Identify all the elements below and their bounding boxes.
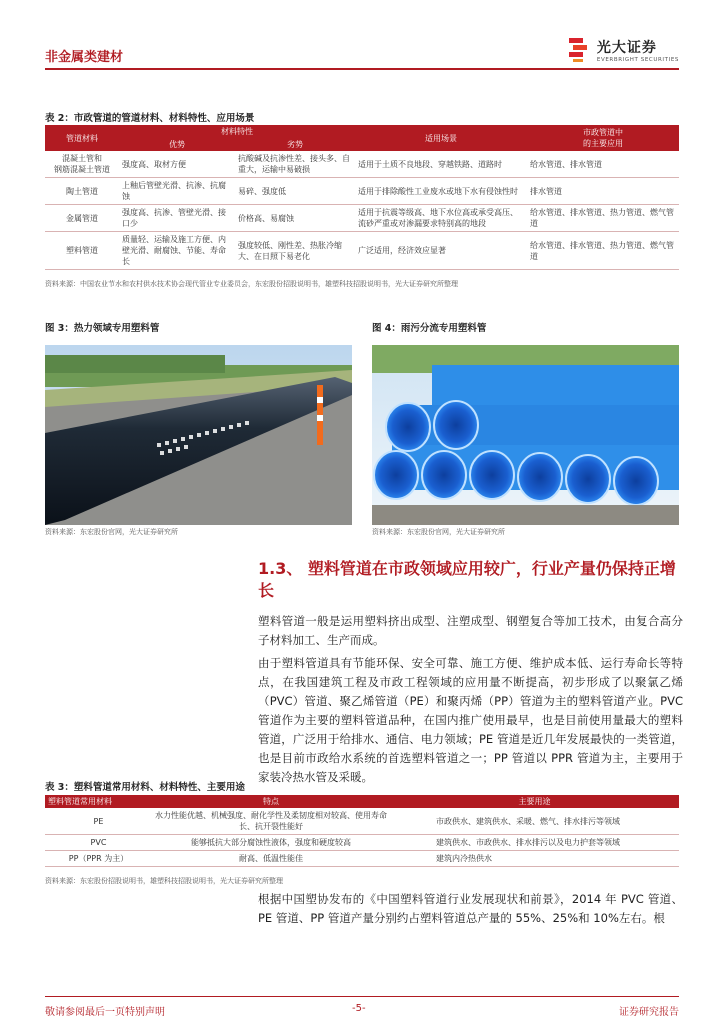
table3-cell-material: PE bbox=[45, 808, 152, 835]
everbright-logo-icon bbox=[569, 38, 591, 62]
table2-cell-use: 给水管道、排水管道、热力管道、燃气管道 bbox=[527, 205, 679, 232]
table2-source: 资料来源：中国农业节水和农村供水技术协会现代管业专业委员会，东宏股份招股说明书，雄塑科技招股说明书，光大证券研究所整理 bbox=[45, 280, 458, 288]
brand-logo bbox=[569, 37, 679, 63]
table3-header-props: 特点 bbox=[152, 795, 390, 808]
table3-header-use: 主要用途 bbox=[390, 795, 679, 808]
table2 bbox=[45, 125, 679, 270]
table-row bbox=[45, 835, 679, 851]
table-row bbox=[45, 851, 679, 867]
header-divider bbox=[45, 68, 679, 70]
table3-header-material: 塑料管道常用材料 bbox=[45, 795, 152, 808]
table2-cell-use: 给水管道、排水管道 bbox=[527, 151, 679, 178]
table3-cell-use: 建筑供水、市政供水、排水排污以及电力护套等领域 bbox=[390, 835, 679, 851]
section-title: 1.3、 塑料管道在市政领域应用较广，行业产量仍保持正增长 bbox=[258, 559, 676, 600]
table3-cell-material: PP（PPR 为主） bbox=[45, 851, 152, 867]
table3 bbox=[45, 795, 679, 867]
table2-cell-cons: 易碎、强度低 bbox=[235, 178, 355, 205]
table2-cell-pros: 质量轻、运输及施工方便、内壁光滑、耐腐蚀、节能、寿命长 bbox=[119, 232, 235, 270]
footer-divider bbox=[45, 996, 679, 997]
table3-caption: 表 3：塑料管道常用材料、材料特性、主要用途 bbox=[45, 782, 245, 793]
table3-cell-props: 耐高、低温性能佳 bbox=[152, 851, 390, 867]
table2-header-props: 材料特性 bbox=[119, 125, 355, 138]
table2-cell-material: 塑料管道 bbox=[45, 232, 119, 270]
table2-caption: 表 2：市政管道的管道材料、材料特性、应用场景 bbox=[45, 113, 255, 124]
table3-cell-props: 水力性能优越、机械强度、耐化学性及柔韧度相对较高、使用寿命长、抗开裂性能好 bbox=[152, 808, 390, 835]
footer-report-type: 证券研究报告 bbox=[619, 1007, 679, 1018]
fig4-source: 资料来源：东宏股份官网，光大证券研究所 bbox=[372, 528, 505, 536]
table-row bbox=[45, 808, 679, 835]
table3-cell-use: 建筑内冷热供水 bbox=[390, 851, 679, 867]
table-row bbox=[45, 151, 679, 178]
table2-cell-use: 排水管道 bbox=[527, 178, 679, 205]
table2-header-scene: 适用场景 bbox=[355, 125, 527, 151]
table3-cell-use: 市政供水、建筑供水、采暖、燃气、排水排污等领域 bbox=[390, 808, 679, 835]
fig3-photo-thermal-pipe bbox=[45, 345, 352, 525]
brand-name-cn: 光大证券 bbox=[596, 40, 657, 56]
table2-cell-pros: 上釉后管壁光滑、抗渗、抗腐蚀 bbox=[119, 178, 235, 205]
table2-cell-pros: 强度高、抗渗、管壁光滑、接口少 bbox=[119, 205, 235, 232]
table2-header-main-use: 市政管道中 的主要应用 bbox=[527, 125, 679, 151]
table-row bbox=[45, 232, 679, 270]
table2-cell-scene: 适用于抗震等级高、地下水位高或承受高压、流砂严重或对渗漏要求特别高的地段 bbox=[355, 205, 527, 232]
fig3-caption: 图 3：热力领域专用塑料管 bbox=[45, 323, 160, 334]
fig4-photo-blue-pipes bbox=[372, 345, 679, 525]
table2-cell-material: 金属管道 bbox=[45, 205, 119, 232]
fig4-caption: 图 4：雨污分流专用塑料管 bbox=[372, 323, 487, 334]
paragraph: 根据中国塑协发布的《中国塑料管道行业发展现状和前景》，2014 年 PVC 管道、PE 管道、PP 管道产量分别约占塑料管道总产量的 55%、25%和 10%左右。根 bbox=[258, 892, 683, 925]
table3-cell-props: 能够抵抗大部分腐蚀性液体，强度和硬度较高 bbox=[152, 835, 390, 851]
table2-cell-cons: 抗酸碱及抗渗性差、接头多、自重大，运输中易破损 bbox=[235, 151, 355, 178]
table2-cell-pros: 强度高、取材方便 bbox=[119, 151, 235, 178]
footer-disclaimer: 敬请参阅最后一页特别声明 bbox=[45, 1007, 165, 1018]
paragraph: 塑料管道一般是运用塑料挤出成型、注塑成型、钢塑复合等加工技术，由复合高分子材料加工、生产而成。 bbox=[258, 614, 683, 647]
paragraph: 由于塑料管道具有节能环保、安全可靠、施工方便、维护成本低、运行寿命长等特点，在我国建筑工程及市政工程领域的应用量不断提高，初步形成了以聚氯乙烯（PVC）管道、聚乙烯管道（PE）和聚丙烯（PP）管道为主的塑料管道产业。PVC 管道作为主要的塑料管道品种，在国内推广使用最早，也是目前使用量最大的塑料管道，广泛用于给排水、通信、电力领域；PE 管道是近几年发展最快的一类管道，也是目前市政给水系统的首选塑料管道之一；PP 管道以 PPR 管道为主，主要用于家装冷热水管及采暖。 bbox=[258, 656, 683, 784]
table2-header-cons: 劣势 bbox=[235, 138, 355, 151]
table2-cell-scene: 适用于排除酸性工业废水或地下水有侵蚀性时 bbox=[355, 178, 527, 205]
table-row bbox=[45, 178, 679, 205]
table3-cell-material: PVC bbox=[45, 835, 152, 851]
table2-cell-material: 混凝土管和 钢筋混凝土管道 bbox=[45, 151, 119, 178]
page-number: -5- bbox=[352, 1003, 366, 1014]
table2-header-material: 管道材料 bbox=[45, 125, 119, 151]
brand-name-en: EVERBRIGHT SECURITIES bbox=[596, 57, 679, 63]
table2-cell-cons: 强度较低、刚性差、热胀冷缩大、在日照下易老化 bbox=[235, 232, 355, 270]
table2-cell-use: 给水管道、排水管道、热力管道、燃气管道 bbox=[527, 232, 679, 270]
table3-source: 资料来源：东宏股份招股说明书，雄塑科技招股说明书，光大证券研究所整理 bbox=[45, 877, 283, 885]
table2-cell-material: 陶土管道 bbox=[45, 178, 119, 205]
table2-cell-cons: 价格高、易腐蚀 bbox=[235, 205, 355, 232]
table-row bbox=[45, 205, 679, 232]
fig3-source: 资料来源：东宏股份官网，光大证券研究所 bbox=[45, 528, 178, 536]
table2-cell-scene: 适用于土质不良地段、穿越铁路、道路时 bbox=[355, 151, 527, 178]
table2-cell-scene: 广泛适用，经济效应显著 bbox=[355, 232, 527, 270]
header-section-label: 非金属类建材 bbox=[45, 50, 124, 65]
table2-header-pros: 优势 bbox=[119, 138, 235, 151]
